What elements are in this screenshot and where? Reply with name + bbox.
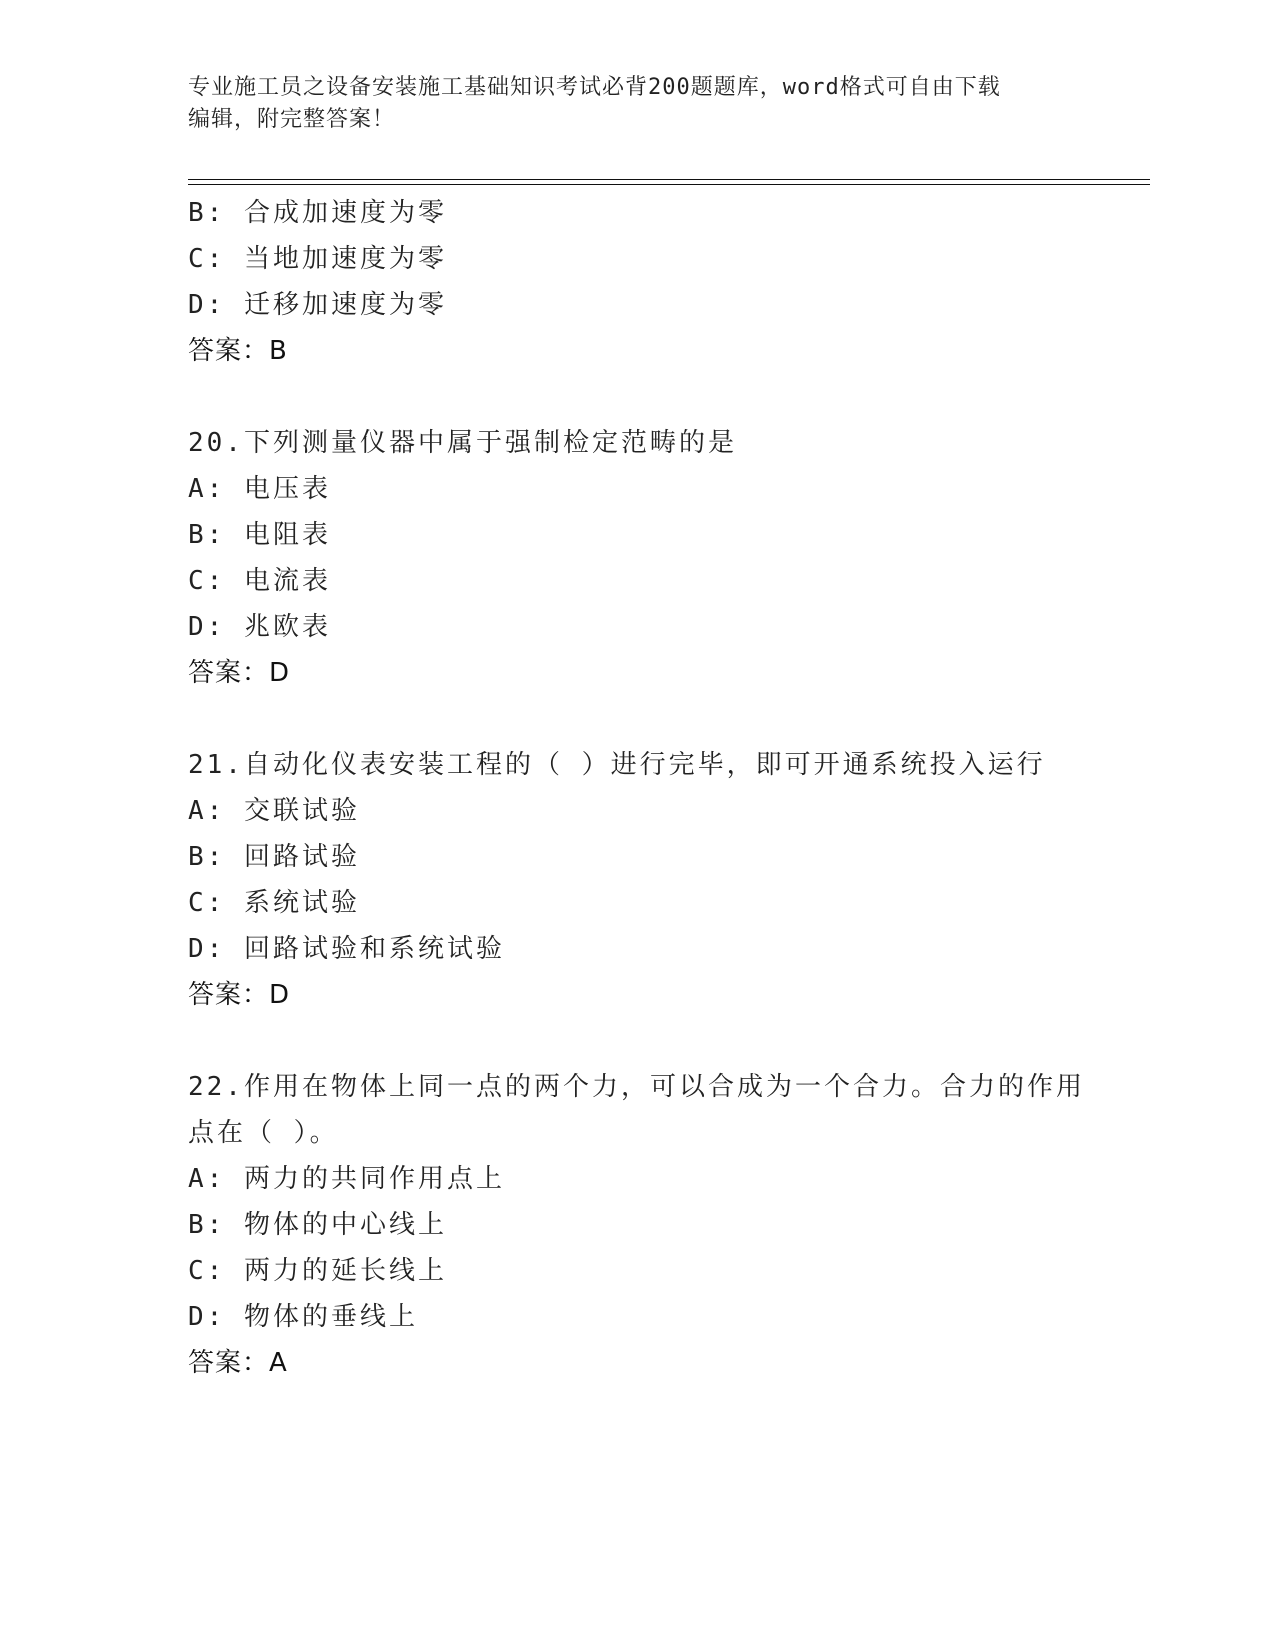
q21-option-d: D: 回路试验和系统试验: [188, 934, 505, 964]
q21-question: 21.自动化仪表安装工程的（ ）进行完毕，即可开通系统投入运行: [188, 750, 1046, 780]
document-header: [188, 72, 1068, 136]
q21-answer: 答案：D: [188, 980, 291, 1010]
q21-option-b: B: 回路试验: [188, 842, 360, 872]
q22-question-line-2: 点在（ ）。: [188, 1118, 339, 1148]
question-19-block: [188, 190, 1088, 374]
question-21-block: [188, 742, 1088, 1018]
question-20-block: [188, 420, 1088, 696]
q20-option-a: A: 电压表: [188, 474, 331, 504]
spacer: [188, 1018, 1088, 1064]
q19-option-d: D: 迁移加速度为零: [188, 290, 447, 320]
spacer: [188, 696, 1088, 742]
header-divider-bottom: [188, 184, 1150, 185]
q20-question: 20.下列测量仪器中属于强制检定范畴的是: [188, 428, 737, 458]
q20-option-b: B: 电阻表: [188, 520, 331, 550]
q22-option-d: D: 物体的垂线上: [188, 1302, 418, 1332]
q19-option-b: B: 合成加速度为零: [188, 198, 447, 228]
q19-option-c: C: 当地加速度为零: [188, 244, 447, 274]
q20-answer: 答案：D: [188, 658, 291, 688]
q22-question-line-1: 22.作用在物体上同一点的两个力，可以合成为一个合力。合力的作用: [188, 1072, 1085, 1102]
q20-option-d: D: 兆欧表: [188, 612, 331, 642]
header-title-line-1: 专业施工员之设备安装施工基础知识考试必背200题题库，word格式可自由下载: [188, 75, 1001, 100]
q22-answer: 答案：A: [188, 1348, 288, 1378]
q22-option-b: B: 物体的中心线上: [188, 1210, 447, 1240]
question-list: [188, 190, 1088, 1386]
q21-option-a: A: 交联试验: [188, 796, 360, 826]
header-divider-top: [188, 179, 1150, 180]
q22-option-a: A: 两力的共同作用点上: [188, 1164, 505, 1194]
q19-answer: 答案：B: [188, 336, 288, 366]
header-title-line-2: 编辑，附完整答案！: [188, 107, 396, 132]
q20-option-c: C: 电流表: [188, 566, 331, 596]
question-22-block: [188, 1064, 1088, 1386]
spacer: [188, 374, 1088, 420]
q22-option-c: C: 两力的延长线上: [188, 1256, 447, 1286]
q21-option-c: C: 系统试验: [188, 888, 360, 918]
